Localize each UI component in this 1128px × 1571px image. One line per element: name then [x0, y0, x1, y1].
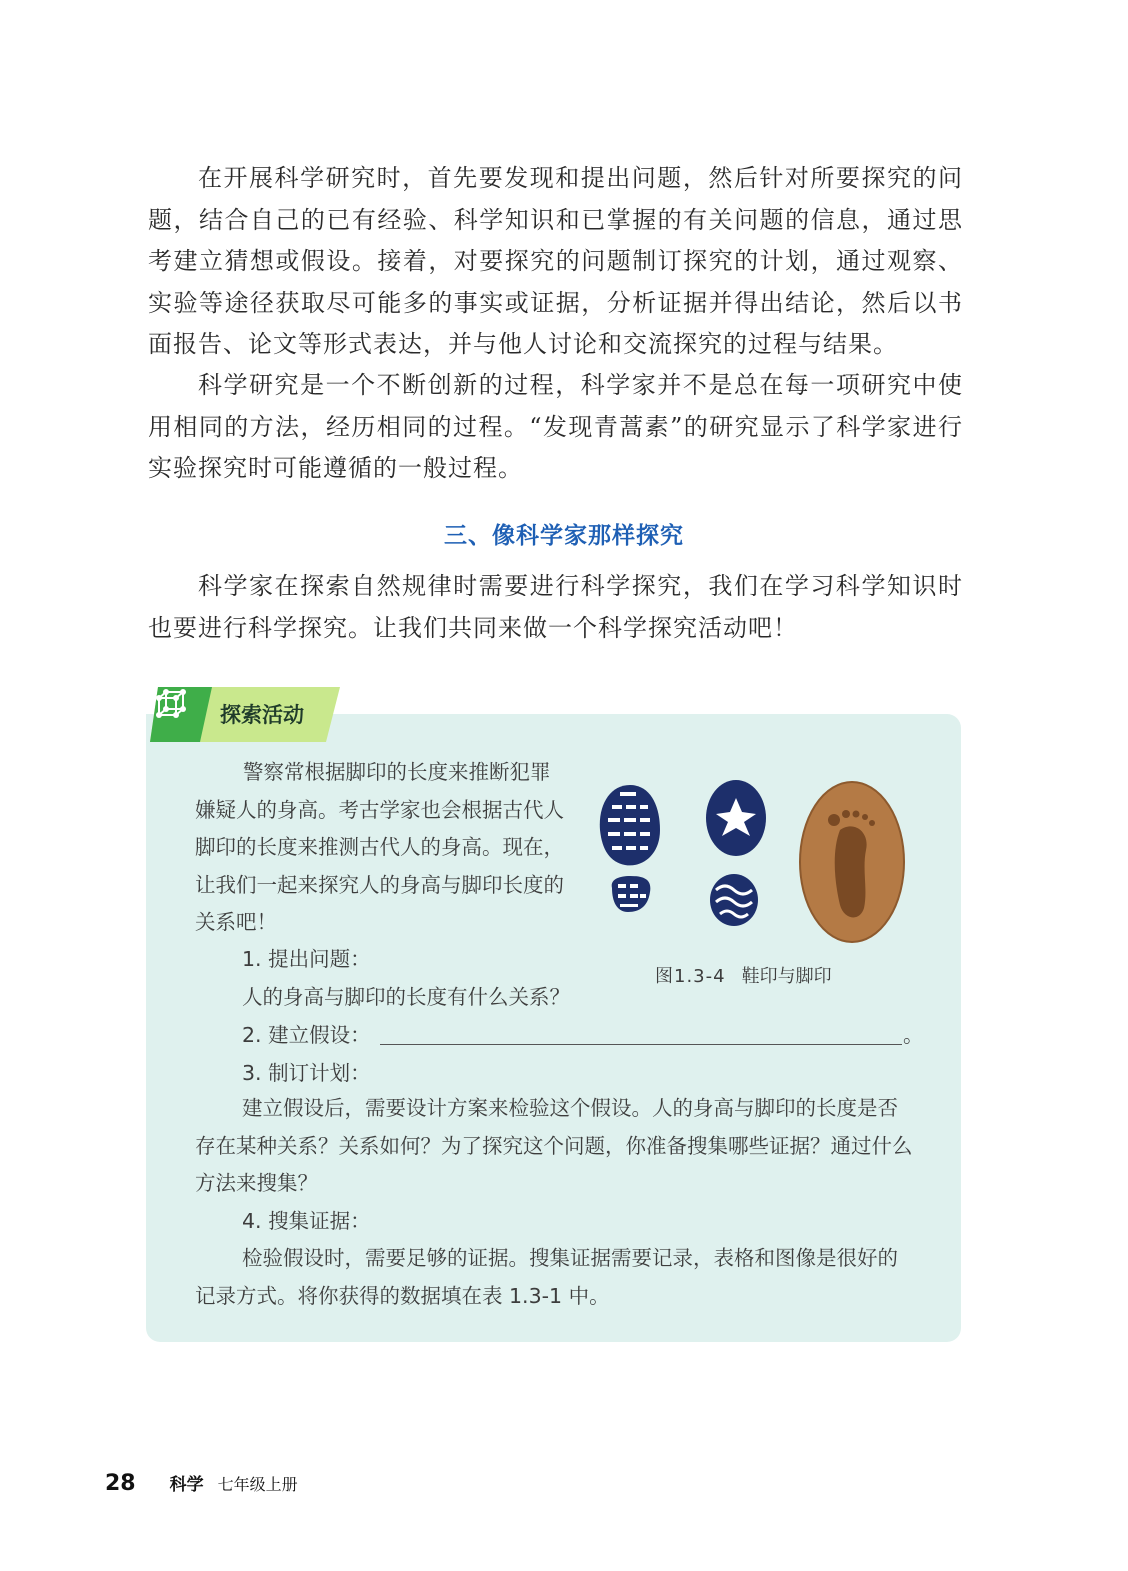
step-3-text: 建立假设后，需要设计方案来检验这个假设。人的身高与脚印的长度是否存在某种关系？关系如何？为了探究这个问题，你准备搜集哪些证据？通过什么方法来搜集？	[195, 1096, 913, 1196]
footprint-figure	[590, 770, 920, 960]
hypothesis-period: 。	[903, 1023, 924, 1047]
sneaker-sole-print	[706, 780, 766, 926]
step-2-label: 2. 建立假设：	[242, 1023, 371, 1047]
figure-caption	[655, 962, 832, 988]
page-footer	[105, 1470, 298, 1496]
step-1-label: 1. 提出问题：	[242, 947, 371, 971]
activity-intro: 警察常根据脚印的长度来推断犯罪嫌疑人的身高。考古学家也会根据古代人脚印的长度来推测古代人的身高。现在，让我们一起来探究人的身高与脚印长度的关系吧！	[195, 760, 564, 935]
figure-number: 图1.3-4	[655, 966, 726, 987]
footer-grade: 七年级上册	[217, 1475, 298, 1494]
step-4-label: 4. 搜集证据：	[242, 1209, 371, 1233]
paragraph-innovation: 科学研究是一个不断创新的过程，科学家并不是总在每一项研究中使用相同的方法，经历相同的过程。“发现青蒿素”的研究显示了科学家进行实验探究时可能遵循的一般过程。	[148, 371, 963, 482]
boot-sole-print	[600, 785, 660, 912]
paragraph-inquiry-intro: 科学家在探索自然规律时需要进行科学探究，我们在学习科学知识时也要进行科学探究。让我们共同来做一个科学探究活动吧！	[148, 572, 963, 642]
footer-subject: 科学	[169, 1475, 204, 1495]
section-heading: 三、像科学家那样探究	[444, 523, 684, 549]
step-4-text: 检验假设时，需要足够的证据。搜集证据需要记录，表格和图像是很好的记录方式。将你获得的数据填在表 1.3-1 中。	[195, 1246, 898, 1308]
activity-title: 探索活动	[220, 703, 304, 727]
paragraph-scientific-research: 在开展科学研究时，首先要发现和提出问题，然后针对所要探究的问题，结合自己的已有经验、科学知识和已掌握的有关问题的信息，通过思考建立猜想或假设。接着，对要探究的问题制订探究的计划，通过观察、实验等途径获取尽可能多的事实或证据，分析证据并得出结论，然后以书面报告、论文等形式表达，并与他人讨论和交流探究的过程与结果。	[148, 164, 963, 358]
cube-network-icon	[150, 687, 192, 729]
step-3-label: 3. 制订计划：	[242, 1061, 371, 1085]
activity-tab	[150, 687, 340, 742]
hypothesis-blank-line[interactable]	[380, 1044, 902, 1045]
figure-caption-text: 鞋印与脚印	[741, 966, 832, 987]
page-number: 28	[105, 1471, 136, 1496]
barefoot-sand-print	[800, 782, 904, 942]
step-1-question: 人的身高与脚印的长度有什么关系？	[242, 985, 570, 1009]
